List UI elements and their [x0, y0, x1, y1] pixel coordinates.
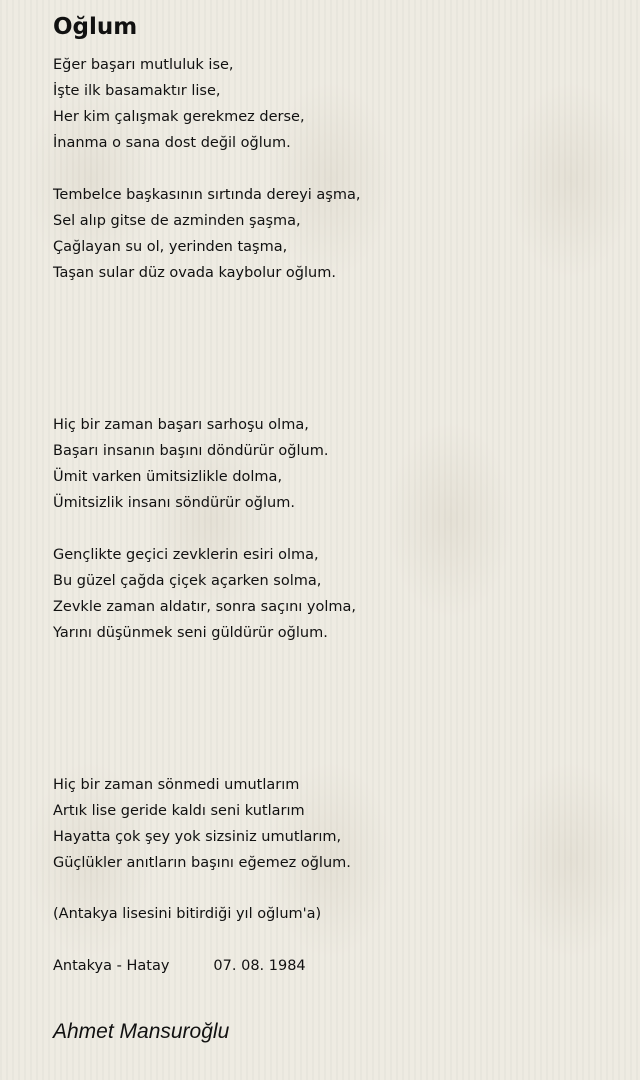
stanza-4 [53, 542, 356, 646]
poem-line: İşte ilk basamaktır lise, [53, 83, 221, 99]
poem-line: Yarını düşünmek seni güldürür oğlum. [53, 625, 328, 641]
place-date [53, 953, 306, 979]
poem-line: Çağlayan su ol, yerinden taşma, [53, 239, 288, 255]
poem-line: Zevkle zaman aldatır, sonra saçını yolma, [53, 599, 357, 615]
poem-line: Eğer başarı mutluluk ise, [53, 57, 234, 73]
poem-title: Oğlum [53, 14, 138, 40]
stanza-3 [53, 412, 328, 516]
poem-line: Hiç bir zaman başarı sarhoşu olma, [53, 417, 309, 433]
poem-line: Artık lise geride kaldı seni kutlarım [53, 803, 305, 819]
poem-line: Ümit varken ümitsizlikle dolma, [53, 469, 283, 485]
stanza-1 [53, 52, 305, 156]
poem-line: Hayatta çok şey yok sizsiniz umutlarım, [53, 829, 342, 845]
poem-line: Sel alıp gitse de azminden şaşma, [53, 213, 301, 229]
poem-line: Gençlikte geçici zevklerin esiri olma, [53, 547, 319, 563]
poem-line: Bu güzel çağda çiçek açarken solma, [53, 573, 322, 589]
poem-line: İnanma o sana dost değil oğlum. [53, 135, 291, 151]
poem-line: Ümitsizlik insanı söndürür oğlum. [53, 495, 295, 511]
poem-line: Başarı insanın başını döndürür oğlum. [53, 443, 329, 459]
poem-line: Taşan sular düz ovada kaybolur oğlum. [53, 265, 336, 281]
stanza-2 [53, 182, 360, 286]
poem-line: Her kim çalışmak gerekmez derse, [53, 109, 305, 125]
stanza-5 [53, 772, 351, 876]
poem-line: Tembelce başkasının sırtında dereyi aşma, [53, 187, 361, 203]
place-text: Antakya - Hatay [53, 958, 170, 974]
dedication-note: (Antakya lisesini bitirdiği yıl oğlum'a) [53, 906, 322, 922]
poem-line: Güçlükler anıtların başını eğemez oğlum. [53, 855, 351, 871]
poem-line: Hiç bir zaman sönmedi umutlarım [53, 777, 300, 793]
author-name: Ahmet Mansuroğlu [53, 1020, 230, 1043]
date-text: 07. 08. 1984 [213, 958, 306, 974]
